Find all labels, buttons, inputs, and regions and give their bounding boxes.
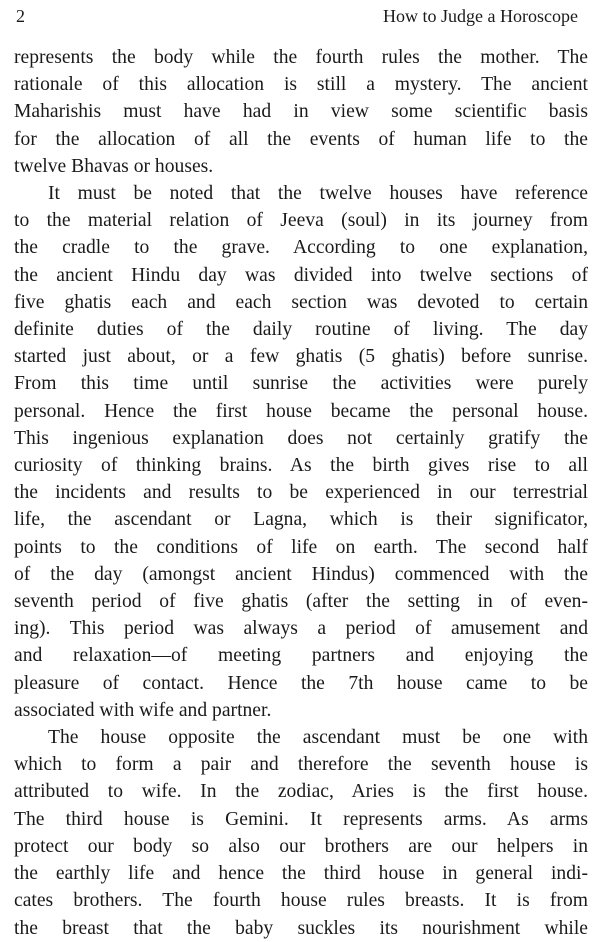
page-header [14, 0, 590, 38]
text-line: the ancient Hindu day was divided into twelve sections of [14, 264, 588, 286]
text-line: the breast that the baby suckles its nourishment while [14, 917, 588, 939]
text-line: of the day (amongst ancient Hindus) commenced with the [14, 563, 588, 585]
text-line: pleasure of contact. Hence the 7th house came to be [14, 672, 588, 694]
text-line: and relaxation—of meeting partners and enjoying the [14, 645, 588, 667]
text-line: Maharishis must have had in view some scientific basis [14, 101, 588, 123]
text-line: for the allocation of all the events of human life to the [14, 128, 588, 150]
text-line: curiosity of thinking brains. As the birth gives rise to all [14, 455, 588, 477]
text-line: started just about, or a few ghatis (5 ghatis) before sunrise. [14, 346, 588, 368]
text-line: the cradle to the grave. According to one explanation, [14, 237, 588, 259]
text-line: five ghatis each and each section was devoted to certain [14, 291, 588, 313]
page-number: 2 [16, 6, 25, 26]
text-line: represents the body while the fourth rules the mother. The [14, 47, 588, 68]
text-line: From this time until sunrise the activities were purely [14, 373, 588, 395]
text-line: cates brothers. The fourth house rules breasts. It is from [14, 890, 588, 912]
text-line: the incidents and results to be experienced in our terrestrial [14, 482, 588, 504]
text-line: protect our body so also our brothers are our helpers in [14, 835, 588, 857]
text-line: points to the conditions of life on earth. The second half [14, 536, 588, 558]
text-line: life, the ascendant or Lagna, which is their significator, [14, 509, 588, 531]
text-line: twelve Bhavas or houses. [14, 155, 214, 177]
text-line: which to form a pair and therefore the seventh house is [14, 754, 588, 776]
text-line: seventh period of five ghatis (after the setting in of even- [14, 591, 588, 613]
text-line: It must be noted that the twelve houses have reference [48, 183, 588, 205]
text-line: to the material relation of Jeeva (soul) in its journey from [14, 210, 588, 232]
body-text [14, 44, 588, 942]
text-line: This ingenious explanation does not certainly gratify the [14, 427, 588, 449]
running-title: How to Judge a Horoscope [383, 6, 578, 26]
text-line: the earthly life and hence the third house in general indi- [14, 863, 588, 885]
text-line: personal. Hence the first house became the personal house. [14, 400, 588, 422]
text-line: attributed to wife. In the zodiac, Aries is the first house. [14, 781, 588, 803]
text-line: rationale of this allocation is still a mystery. The ancient [14, 74, 588, 96]
text-line: ing). This period was always a period of amusement and [14, 618, 588, 640]
text-line: associated with wife and partner. [14, 699, 272, 721]
text-line: The third house is Gemini. It represents arms. As arms [14, 808, 588, 830]
text-line: The house opposite the ascendant must be one with [48, 727, 588, 749]
text-line: definite duties of the daily routine of living. The day [14, 319, 588, 341]
